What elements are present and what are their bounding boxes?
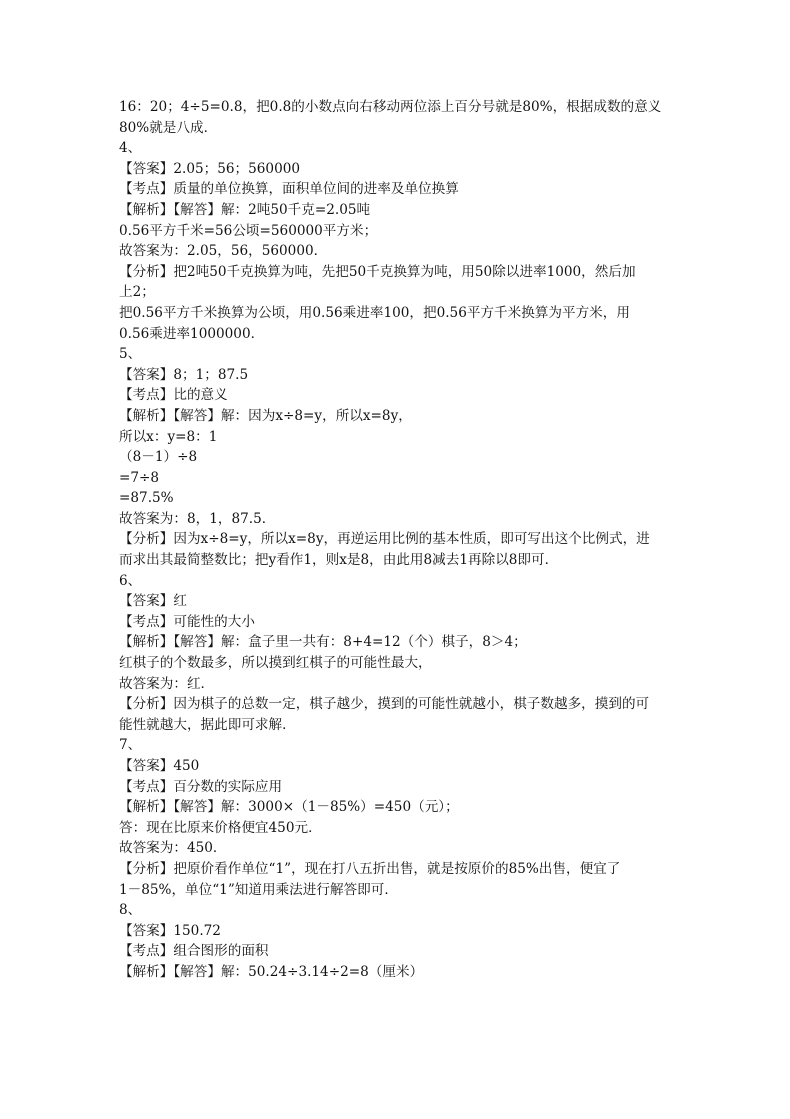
question-number: 8、 — [119, 902, 142, 919]
text-line: =7÷8 — [119, 469, 160, 486]
text-line: 把0.56平方千米换算为公顷，用0.56乘进率100，把0.56平方千米换算为平方米，用 — [119, 304, 630, 321]
text-line: 故答案为：红． — [119, 675, 215, 692]
text-line: 故答案为：8，1，87.5． — [119, 510, 276, 527]
text-line: 0.56平方千米=56公顷=560000平方米； — [119, 222, 378, 239]
analysis-line: 【分析】把2吨50千克换算为吨，先把50千克换算为吨，用50除以进率1000，然后加 — [119, 263, 636, 280]
text-line: 上2； — [119, 284, 155, 301]
text-line: 答：现在比原来价格便宜450元． — [119, 819, 322, 836]
answer-line: 【答案】2.05；56；560000 — [119, 160, 301, 177]
text-line: 能性就越大，据此即可求解． — [119, 716, 296, 733]
answer-line: 【答案】150.72 — [119, 922, 221, 939]
answer-line: 【答案】8；1；87.5 — [119, 366, 249, 383]
question-number: 4、 — [119, 140, 142, 157]
analysis-line: 【分析】因为棋子的总数一定，棋子越少，摸到的可能性就越小，棋子数越多，摸到的可 — [119, 696, 650, 713]
text-line: 而求出其最简整数比；把y看作1，则x是8，由此用8减去1再除以8即可． — [119, 552, 559, 569]
solution-line: 【解析】【解答】解：2吨50千克=2.05吨 — [119, 201, 371, 218]
text-line: 16：20；4÷5=0.8，把0.8的小数点向右移动两位添上百分号就是80%，根据成数的意义 — [119, 99, 662, 115]
question-number: 5、 — [119, 346, 142, 363]
solution-line: 【解析】【解答】解：50.24÷3.14÷2=8（厘米） — [119, 963, 424, 980]
solution-line: 【解析】【解答】解：盒子里一共有：8+4=12（个）棋子，8＞4； — [119, 634, 527, 651]
question-number: 6、 — [119, 572, 142, 589]
topic-line: 【考点】组合图形的面积 — [119, 943, 269, 960]
topic-line: 【考点】比的意义 — [119, 387, 228, 404]
text-line: 故答案为：450． — [119, 840, 227, 857]
question-number: 7、 — [119, 737, 142, 754]
text-line: 故答案为：2.05，56，560000． — [119, 243, 328, 260]
text-line: 80%就是八成． — [119, 119, 218, 136]
solution-line: 【解析】【解答】解：3000×（1－85%）=450（元）； — [119, 799, 459, 816]
analysis-line: 【分析】因为x÷8=y，所以x=8y，再逆运用比例的基本性质，即可写出这个比例式，进 — [119, 531, 650, 548]
text-line: =87.5% — [119, 490, 174, 507]
answer-line: 【答案】450 — [119, 758, 200, 774]
text-line: （8－1）÷8 — [119, 449, 198, 466]
analysis-line: 【分析】把原价看作单位“1”，现在打八五折出售，就是按原价的85%出售，便宜了 — [119, 860, 621, 877]
answer-text-block — [119, 97, 679, 983]
answer-line: 【答案】红 — [119, 593, 187, 610]
text-line: 1－85%，单位“1”知道用乘法进行解答即可． — [119, 881, 398, 898]
topic-line: 【考点】百分数的实际应用 — [119, 778, 283, 795]
topic-line: 【考点】可能性的大小 — [119, 613, 255, 630]
text-line: 所以x：y=8：1 — [119, 428, 218, 445]
text-line: 0.56乘进率1000000． — [119, 325, 265, 342]
solution-line: 【解析】【解答】解：因为x÷8=y，所以x=8y， — [119, 407, 412, 424]
text-line: 红棋子的个数最多，所以摸到红棋子的可能性最大， — [119, 655, 432, 672]
topic-line: 【考点】质量的单位换算，面积单位间的进率及单位换算 — [119, 181, 459, 198]
